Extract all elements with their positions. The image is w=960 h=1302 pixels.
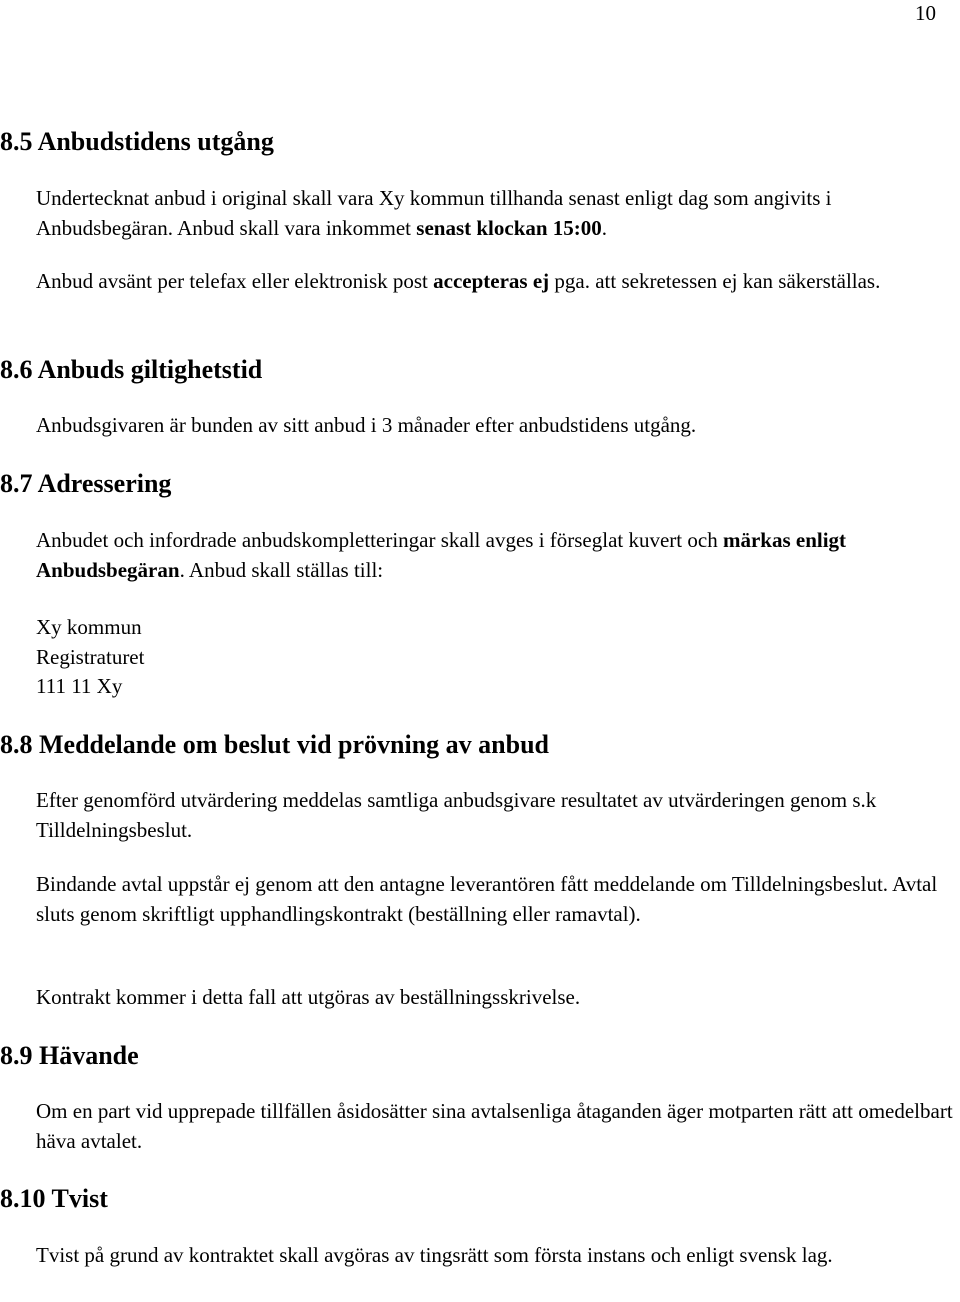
paragraph-8-8-binding-agreement: Bindande avtal uppstår ej genom att den antagne leverantören fått meddelande om Tilldelningsbeslut. Avtal sluts genom skriftligt upphandlingskontrakt (beställning eller ramavtal). (36, 872, 938, 926)
address-line: 111 11 Xy (36, 674, 123, 698)
text: Undertecknat anbud i original skall vara Xy kommun tillhanda senast enligt dag som angivits i Anbudsbegäran. Anbud skall vara inkommet (36, 186, 832, 240)
paragraph-8-7-addressing (36, 526, 958, 585)
address-block (36, 613, 958, 702)
text: Anbudet och infordrade anbudskompletteringar skall avges i förseglat kuvert och (36, 528, 723, 552)
paragraph-8-8-result-notice: Efter genomförd utvärdering meddelas samtliga anbudsgivare resultatet av utvärderingen genom s.k Tilldelningsbeslut. (36, 788, 877, 842)
paragraph-8-10-dispute: Tvist på grund av kontraktet skall avgöras av tingsrätt som första instans och enligt svensk lag. (36, 1243, 833, 1267)
paragraph-8-8-contract: Kontrakt kommer i detta fall att utgöras av beställningsskrivelse. (36, 985, 581, 1009)
heading-8-6: 8.6 Anbuds giltighetstid (0, 355, 263, 384)
heading-8-9: 8.9 Hävande (0, 1041, 139, 1070)
text: . Anbud skall ställas till: (179, 557, 384, 582)
heading-8-5: 8.5 Anbudstidens utgång (0, 127, 274, 156)
page-number: 10 (915, 1, 936, 25)
bold-deadline: senast klockan 15:00 (416, 215, 602, 240)
heading-8-7: 8.7 Adressering (0, 469, 172, 498)
text: pga. att sekretessen ej kan säkerställas. (549, 269, 881, 293)
bold-not-accepted: accepteras ej (433, 269, 550, 293)
heading-8-8: 8.8 Meddelande om beslut vid prövning av anbud (0, 730, 550, 759)
paragraph-8-9-termination: Om en part vid upprepade tillfällen åsidosätter sina avtalsenliga åtaganden äger motparten rätt att omedelbart häva avtalet. (36, 1099, 953, 1153)
bold-mark-envelope: märkas enligt Anbudsbegäran (36, 528, 847, 582)
text: . (601, 215, 608, 240)
address-line: Registraturet (36, 644, 145, 669)
heading-8-10: 8.10 Tvist (0, 1184, 108, 1213)
address-line: Xy kommun (36, 615, 142, 639)
paragraph-8-5-fax-email (36, 267, 958, 297)
paragraph-8-6-validity: Anbudsgivaren är bunden av sitt anbud i 3 månader efter anbudstidens utgång. (36, 413, 697, 437)
paragraph-8-5-submission-deadline (36, 184, 958, 243)
text: Anbud avsänt per telefax eller elektronisk post (36, 269, 434, 293)
